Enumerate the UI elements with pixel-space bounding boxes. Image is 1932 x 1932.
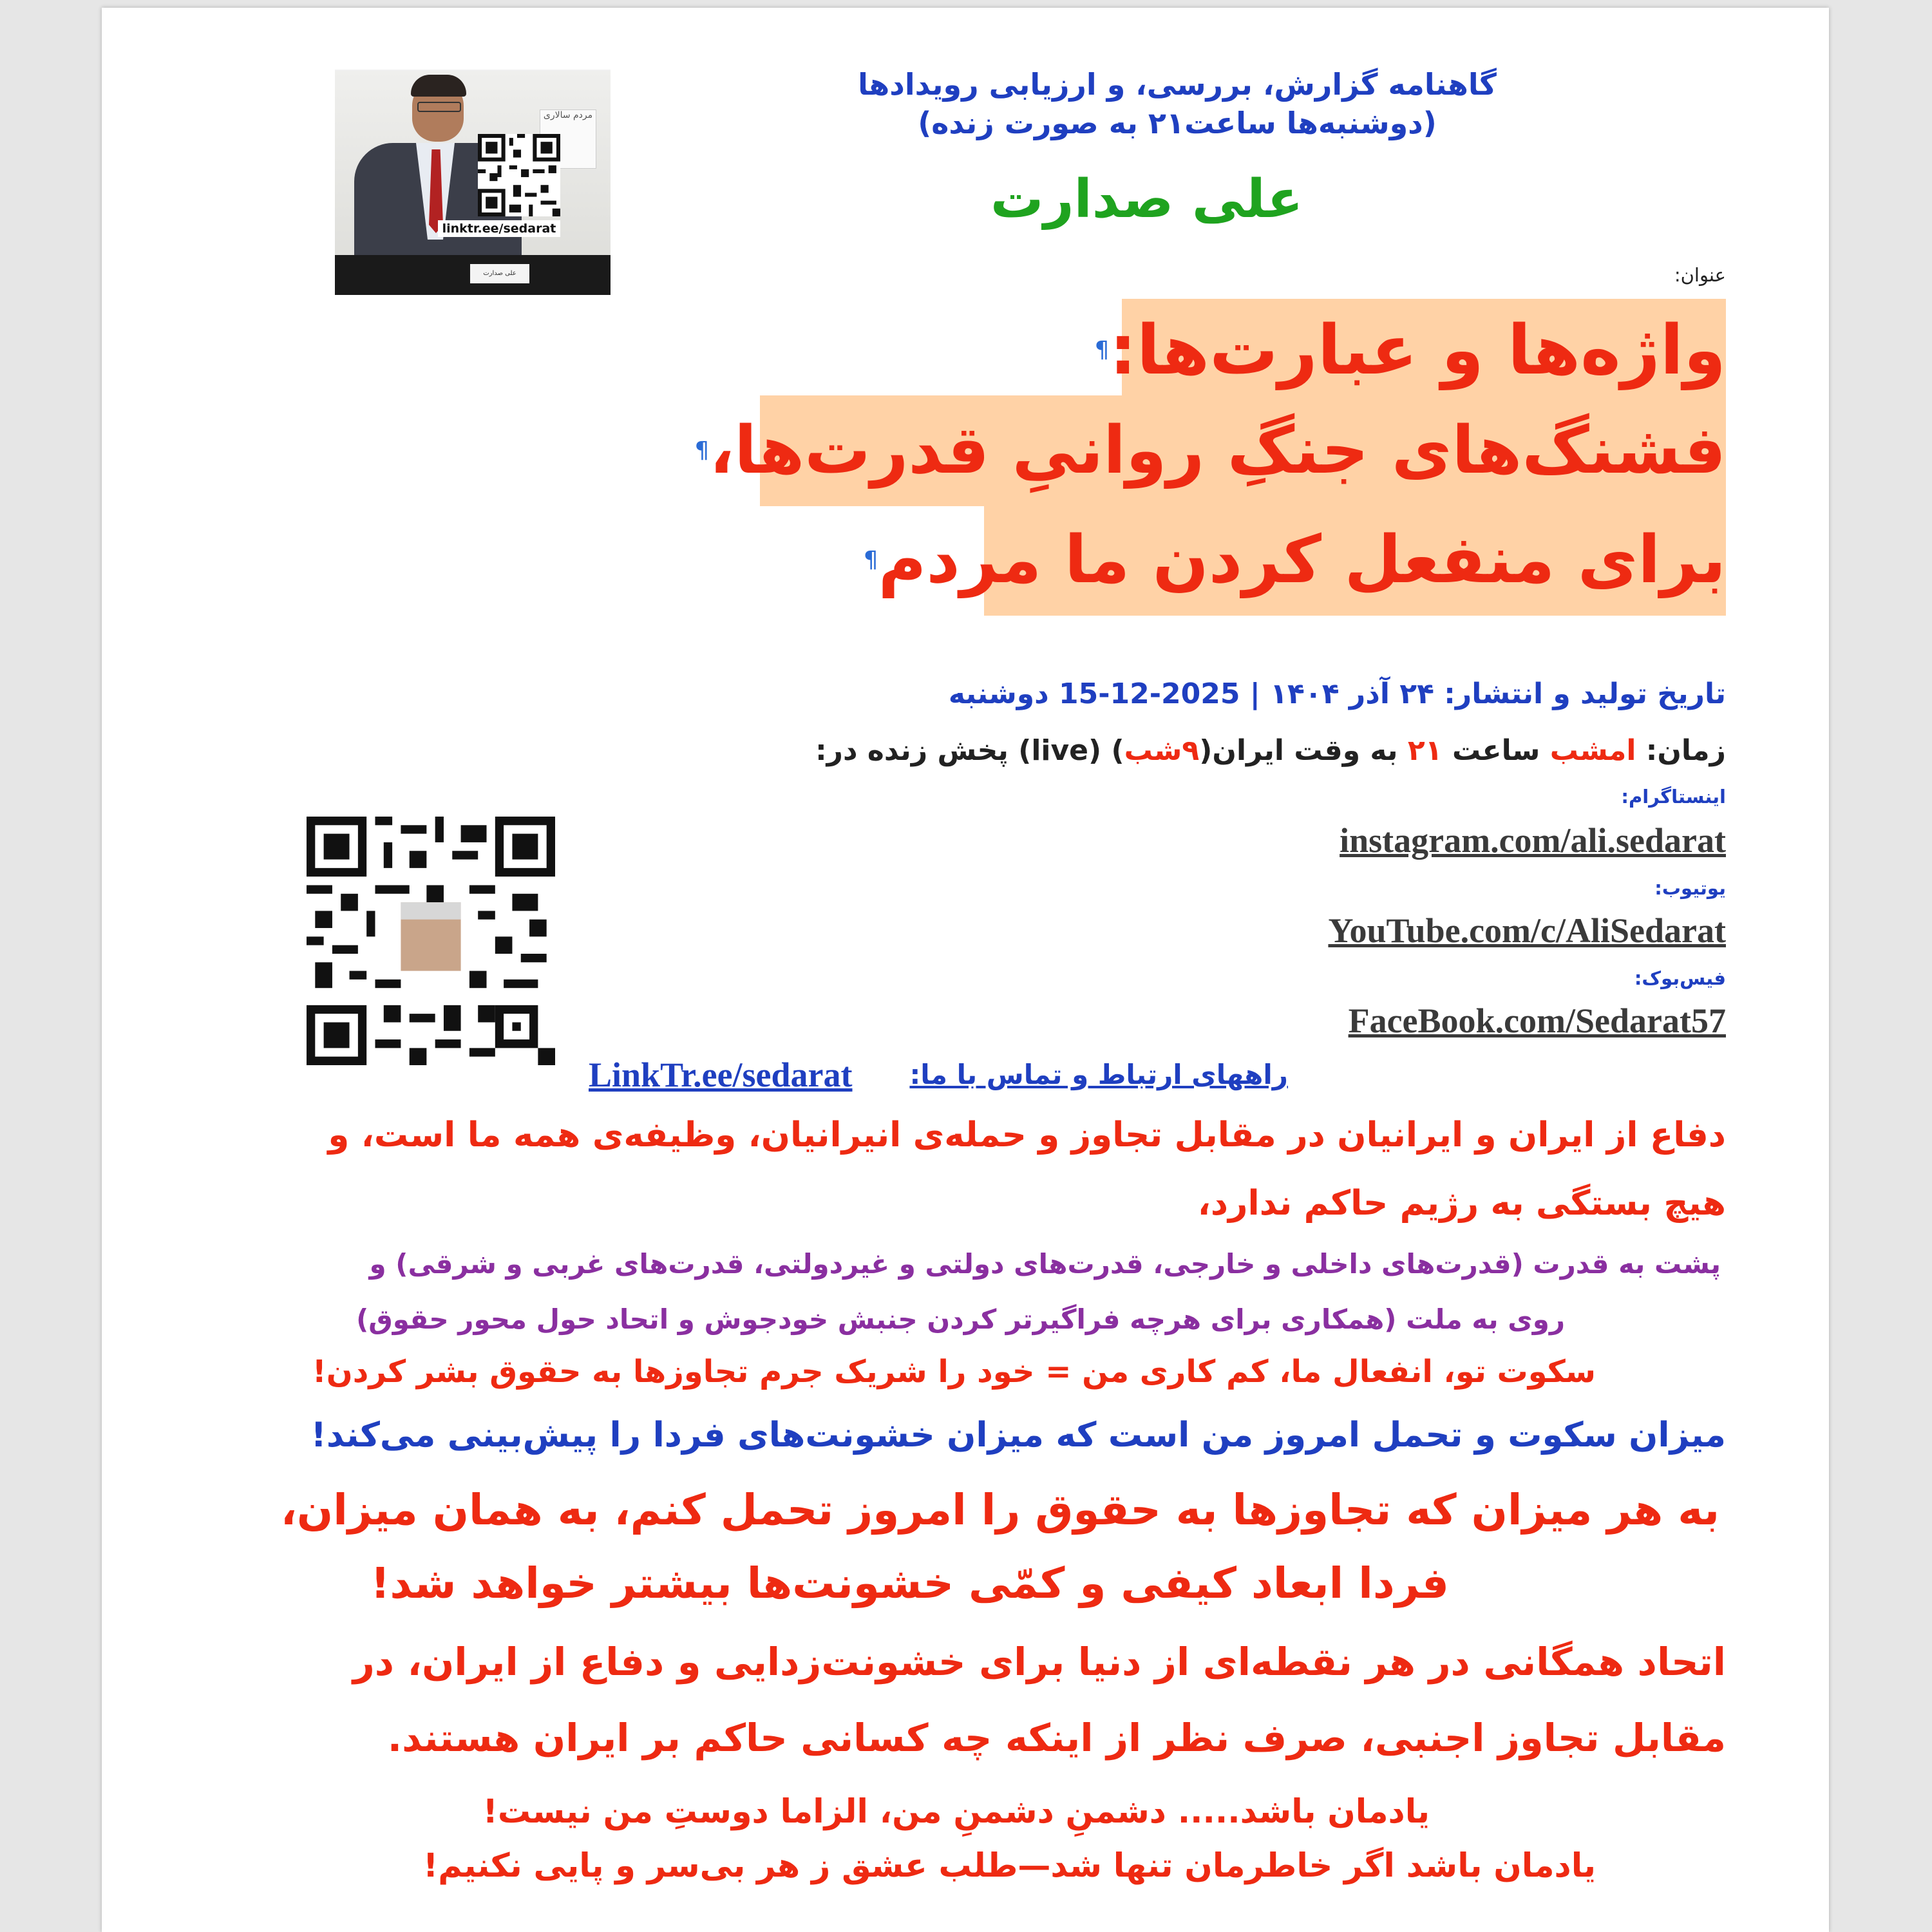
back-to-power-line: پشت به قدرت (قدرت‌های داخلی و خارجی، قدرت‌های دولتی و غیردولتی، قدرت‌های غربی و شرقی) و: [369, 1248, 1721, 1280]
contact-link[interactable]: LinkTr.ee/sedarat: [589, 1056, 853, 1094]
author-photo: [335, 70, 611, 295]
remember-line-2: یادمان باشد اگر خاطرمان تنها شد—طلب عشق ز هر بی‌سر و پایی نکنیم!: [423, 1847, 1596, 1885]
measure-line: میزان سکوت و تحمل امروز من است که میزان خشونت‌های فردا را پیش‌بینی می‌کند!: [310, 1416, 1726, 1455]
title-label: عنوان:: [1674, 264, 1726, 286]
youtube-label: یوتیوب:: [1654, 877, 1726, 899]
instagram-label: اینستاگرام:: [1621, 786, 1726, 808]
facebook-label: فیس‌بوک:: [1634, 967, 1726, 989]
hour-label: ساعت: [1452, 734, 1540, 767]
pilcrow-icon: ¶: [863, 547, 878, 573]
defense-line-2: هیچ بستگی به رژیم حاکم ندارد،: [1197, 1184, 1726, 1223]
pilcrow-icon: ¶: [1094, 337, 1110, 363]
face-to-nation-line: روی به ملت (همکاری برای هرچه فراگیرتر کردن جنبش خودجوش و اتحاد حول محور حقوق): [356, 1303, 1565, 1335]
header-line-2: (دوشنبه‌ها ساعت۲۱ به صورت زنده): [918, 106, 1437, 140]
tonight-text: امشب: [1549, 734, 1636, 767]
title-line-1-text: واژه‌ها و عبارت‌ها:: [1109, 310, 1726, 390]
header-line-1: گاهنامه گزارش، بررسی، و ارزیابی رویدادها: [858, 67, 1497, 102]
time-label: زمان:: [1645, 734, 1726, 767]
wall-sign: مردم سالاری: [540, 109, 596, 169]
youtube-link[interactable]: YouTube.com/c/AliSedarat: [1328, 911, 1726, 950]
title-line-3-text: برای منفعل کردن ما مردم: [878, 522, 1726, 598]
qr-label: linktr.ee/sedarat: [438, 220, 560, 237]
live-text: ) (live) پخش زنده در:: [815, 734, 1124, 767]
remember-line-1: یادمان باشد..... دشمنِ دشمنِ من، الزاما دوستِ من نیست!: [482, 1793, 1430, 1831]
publish-date: تاریخ تولید و انتشار: ۲۴ آذر ۱۴۰۴ | 2025-12-15 دوشنبه: [948, 677, 1726, 710]
title-line-3: [863, 505, 1726, 616]
hour-value: ۲۱: [1407, 734, 1443, 767]
qr-code-icon: [307, 817, 555, 1065]
title-line-2: [694, 395, 1726, 506]
instagram-link[interactable]: instagram.com/ali.sedarat: [1340, 821, 1726, 860]
nameplate: علی صدارت: [470, 264, 529, 283]
document-page: [102, 8, 1829, 1932]
small-qr-code-icon: [478, 134, 560, 216]
extent-line-1: به هر میزان که تجاوزها به حقوق را امروز تحمل کنم، به همان میزان،: [280, 1485, 1719, 1535]
contact-label: راههای ارتباط و تماس با ما:: [909, 1059, 1288, 1090]
unity-line-1: اتحاد همگانی در هر نقطه‌ای از دنیا برای خشونت‌زدایی و دفاع از ایران، در: [352, 1640, 1726, 1684]
defense-line-1: دفاع از ایران و ایرانیان در مقابل تجاوز و حمله‌ی انیرانیان، وظیفه‌ی همه ما است، و: [328, 1115, 1726, 1155]
facebook-link[interactable]: FaceBook.com/Sedarat57: [1348, 1001, 1726, 1040]
title-line-2-text: فشنگ‌های جنگِ روانیِ قدرت‌ها،: [709, 412, 1726, 489]
nine-pm-text: ۹شب: [1124, 734, 1200, 767]
silence-line: سکوت تو، انفعال ما، کم کاری من = خود را شریک جرم تجاوزها به حقوق بشر کردن!: [312, 1354, 1596, 1390]
extent-line-2: فردا ابعاد کیفی و کمّی خشونت‌ها بیشتر خواهد شد!: [370, 1558, 1449, 1608]
timezone-text: به وقت ایران(: [1199, 734, 1398, 767]
pilcrow-icon: ¶: [694, 437, 710, 464]
author-name: علی صدارت: [990, 169, 1303, 230]
unity-line-2: مقابل تجاوز اجنبی، صرف نظر از اینکه چه کسانی حاکم بر ایران هستند.: [387, 1716, 1726, 1760]
broadcast-time: [815, 734, 1726, 767]
title-line-1: [1094, 299, 1726, 402]
